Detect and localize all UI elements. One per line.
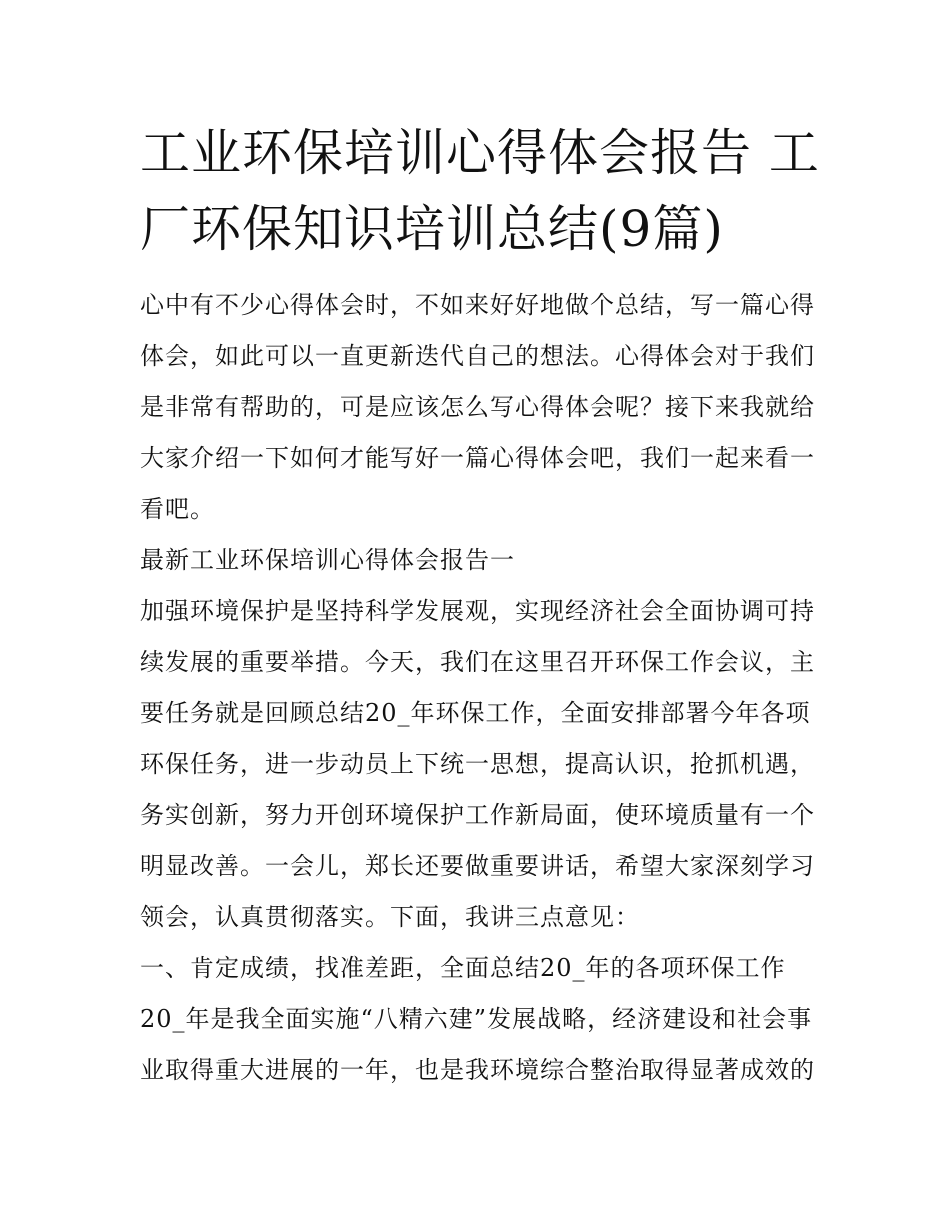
document-body bbox=[140, 280, 820, 1096]
subsection-heading: 一、肯定成绩，找准差距，全面总结20_年的各项环保工作 bbox=[140, 954, 786, 982]
document-title: 工业环保培训心得体会报告 工厂环保知识培训总结(9篇) bbox=[140, 124, 820, 258]
intro-paragraph: 心中有不少心得体会时，不如来好好地做个总结，写一篇心得体会，如此可以一直更新迭代自己的想法。心得体会对于我们是非常有帮助的，可是应该怎么写心得体会呢？接下来我就给大家介绍一下如何才能写好一篇心得体会吧，我们一起来看一看吧。 bbox=[140, 291, 815, 523]
body-paragraph: 20_年是我全面实施“八精六建”发展战略，经济建设和社会事业取得重大进展的一年，也是我环境综合整治取得显著成效的 bbox=[140, 1005, 815, 1084]
section-heading: 最新工业环保培训心得体会报告一 bbox=[140, 546, 515, 574]
body-paragraph: 加强环境保护是坚持科学发展观，实现经济社会全面协调可持续发展的重要举措。今天，我们在这里召开环保工作会议，主要任务就是回顾总结20_年环保工作，全面安排部署今年各项环保任务，进一步动员上下统一思想，提高认识，抢抓机遇，务实创新，努力开创环境保护工作新局面，使环境质量有一个明显改善。一会儿，郑长还要做重要讲话，希望大家深刻学习领会，认真贯彻落实。下面，我讲三点意见： bbox=[140, 597, 815, 931]
